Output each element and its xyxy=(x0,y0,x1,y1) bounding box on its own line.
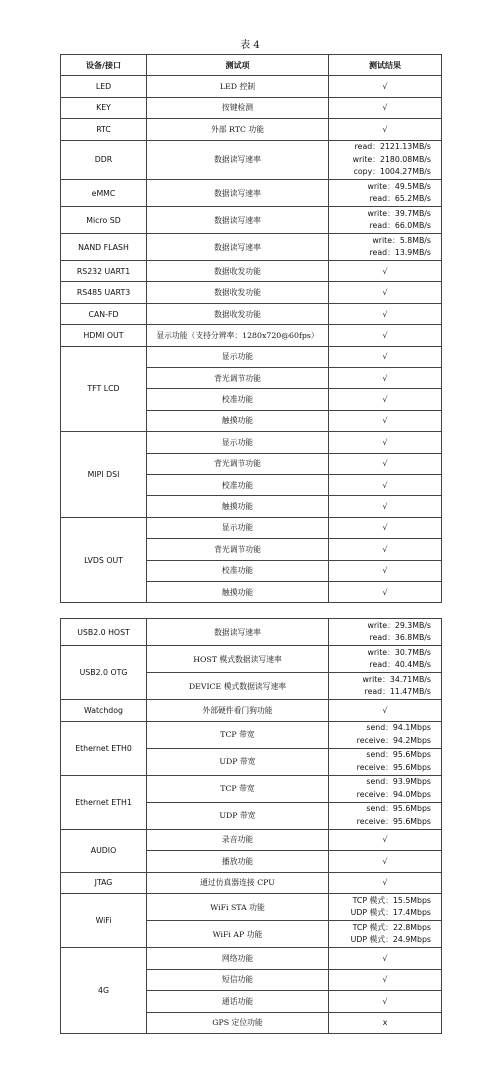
test-item-cell: 触摸功能 xyxy=(147,496,329,517)
result-line: √ xyxy=(382,953,388,963)
test-item-cell: WiFi AP 功能 xyxy=(147,921,329,948)
result-line: √ xyxy=(382,309,388,319)
test-item-cell: 播放功能 xyxy=(147,851,329,873)
result-line: receive：95.6Mbps xyxy=(356,762,431,772)
test-item-cell: 数据读写速率 xyxy=(147,619,329,646)
device-cell: JTAG xyxy=(61,872,147,894)
result-line: √ xyxy=(382,416,388,426)
device-cell: RTC xyxy=(61,119,147,140)
test-item-cell: 数据收发功能 xyxy=(147,261,329,282)
test-item-cell: 校准功能 xyxy=(147,560,329,581)
result-line: write：2180.08MB/s xyxy=(352,154,431,164)
test-item-cell: 显示功能 xyxy=(147,432,329,453)
table-row xyxy=(61,346,442,367)
test-results-table-2 xyxy=(60,618,442,1034)
table-caption: 表 4 xyxy=(240,40,260,51)
test-item-cell: TCP 带宽 xyxy=(147,721,329,748)
table-row xyxy=(61,872,442,894)
result-line: receive：95.6Mbps xyxy=(356,816,431,826)
result-line: read：13.9MB/s xyxy=(369,248,431,258)
test-item-cell: 数据读写速率 xyxy=(147,207,329,234)
test-result-cell xyxy=(329,948,442,970)
test-item-cell: 通话功能 xyxy=(147,991,329,1013)
test-result-cell xyxy=(329,700,442,722)
device-cell: Micro SD xyxy=(61,207,147,234)
device-cell: WiFi xyxy=(61,894,147,948)
result-line: √ xyxy=(382,856,388,866)
test-result-cell xyxy=(329,76,442,97)
result-line: √ xyxy=(382,878,388,888)
test-item-cell: WiFi STA 功能 xyxy=(147,894,329,921)
result-line: send：94.1Mbps xyxy=(366,723,431,732)
test-result-cell xyxy=(329,619,442,646)
test-item-cell: 按键检测 xyxy=(147,97,329,118)
test-item-cell: 背光调节功能 xyxy=(147,368,329,389)
result-line: read：11.47MB/s xyxy=(364,687,431,696)
device-cell: 4G xyxy=(61,948,147,1034)
result-line: write：30.7MB/s xyxy=(367,647,431,657)
test-item-cell: UDP 带宽 xyxy=(147,748,329,775)
test-result-cell xyxy=(329,346,442,367)
result-line: send：93.9Mbps xyxy=(366,777,431,786)
table-row xyxy=(61,261,442,282)
test-item-cell: 触摸功能 xyxy=(147,410,329,431)
result-line: √ xyxy=(382,705,388,715)
test-item-cell: 背光调节功能 xyxy=(147,453,329,474)
table-row xyxy=(61,646,442,673)
test-result-cell xyxy=(329,474,442,495)
result-line: √ xyxy=(382,996,388,1006)
test-result-cell xyxy=(329,140,442,180)
test-result-cell xyxy=(329,991,442,1013)
table-row xyxy=(61,432,442,453)
device-cell: eMMC xyxy=(61,180,147,207)
result-line: √ xyxy=(382,480,388,490)
test-result-cell xyxy=(329,282,442,303)
result-line: √ xyxy=(382,352,388,362)
table-row xyxy=(61,207,442,234)
table-row xyxy=(61,234,442,261)
test-result-cell xyxy=(329,673,442,700)
result-line: √ xyxy=(382,288,388,298)
result-line: TCP 模式：15.5Mbps xyxy=(352,895,431,905)
result-line: receive：94.2Mbps xyxy=(356,735,431,745)
test-result-cell xyxy=(329,969,442,991)
result-line: √ xyxy=(382,544,388,554)
result-line: √ xyxy=(382,587,388,597)
result-line: send：95.6Mbps xyxy=(366,750,431,759)
result-line: √ xyxy=(382,124,388,134)
result-line: write：29.3MB/s xyxy=(367,620,431,630)
result-line: √ xyxy=(382,975,388,985)
header-test-item: 测试项 xyxy=(147,55,329,76)
device-cell: Ethernet ETH1 xyxy=(61,775,147,829)
result-line: read：40.4MB/s xyxy=(369,660,431,669)
table-row xyxy=(61,282,442,303)
test-result-cell xyxy=(329,560,442,581)
result-line: read：66.0MB/s xyxy=(369,221,431,231)
result-line: x xyxy=(382,1018,388,1028)
table-row xyxy=(61,97,442,118)
device-cell: Watchdog xyxy=(61,700,147,722)
test-item-cell: DEVICE 模式数据读写速率 xyxy=(147,673,329,700)
test-item-cell: 数据读写速率 xyxy=(147,180,329,207)
table-row xyxy=(61,721,442,748)
device-cell: Ethernet ETH0 xyxy=(61,721,147,775)
device-cell: TFT LCD xyxy=(61,346,147,432)
test-result-cell xyxy=(329,1012,442,1034)
test-result-cell xyxy=(329,180,442,207)
test-item-cell: 外部 RTC 功能 xyxy=(147,119,329,140)
device-cell: RS485 UART3 xyxy=(61,282,147,303)
test-result-cell xyxy=(329,646,442,673)
table-row xyxy=(61,700,442,722)
test-result-cell xyxy=(329,261,442,282)
test-item-cell: 显示功能 xyxy=(147,517,329,538)
result-line: read：36.8MB/s xyxy=(369,633,431,642)
table-header-row xyxy=(61,55,442,76)
test-item-cell: 显示功能（支持分辨率：1280x720@60fps） xyxy=(147,325,329,346)
device-cell: RS232 UART1 xyxy=(61,261,147,282)
table-row xyxy=(61,775,442,802)
device-cell: DDR xyxy=(61,140,147,180)
device-cell: LVDS OUT xyxy=(61,517,147,603)
result-line: read：65.2MB/s xyxy=(369,194,431,204)
test-result-cell xyxy=(329,921,442,948)
table-row xyxy=(61,76,442,97)
header-test-result: 测试结果 xyxy=(329,55,442,76)
test-item-cell: TCP 带宽 xyxy=(147,775,329,802)
result-line: √ xyxy=(382,502,388,512)
device-cell: MIPI DSI xyxy=(61,432,147,518)
result-line: read：2121.13MB/s xyxy=(354,142,431,152)
test-result-cell xyxy=(329,748,442,775)
test-item-cell: 外部硬件看门狗功能 xyxy=(147,700,329,722)
header-device: 设备/接口 xyxy=(61,55,147,76)
table-row xyxy=(61,829,442,851)
test-item-cell: 触摸功能 xyxy=(147,581,329,602)
test-item-cell: UDP 带宽 xyxy=(147,802,329,829)
table-row xyxy=(61,325,442,346)
test-item-cell: 网络功能 xyxy=(147,948,329,970)
test-result-cell xyxy=(329,496,442,517)
test-result-cell xyxy=(329,517,442,538)
test-result-cell xyxy=(329,802,442,829)
test-item-cell: 显示功能 xyxy=(147,346,329,367)
result-line: UDP 模式：17.4Mbps xyxy=(350,908,431,917)
test-result-cell xyxy=(329,721,442,748)
test-results-table-1 xyxy=(60,54,442,603)
table-row xyxy=(61,948,442,970)
test-result-cell xyxy=(329,207,442,234)
result-line: √ xyxy=(382,82,388,92)
device-cell: HDMI OUT xyxy=(61,325,147,346)
test-item-cell: 通过仿真器连接 CPU xyxy=(147,872,329,894)
test-result-cell xyxy=(329,119,442,140)
result-line: write：34.71MB/s xyxy=(362,674,431,684)
result-line: UDP 模式：24.9Mbps xyxy=(350,935,431,944)
device-cell: USB2.0 HOST xyxy=(61,619,147,646)
result-line: send：95.6Mbps xyxy=(366,804,431,813)
device-cell: USB2.0 OTG xyxy=(61,646,147,700)
result-line: √ xyxy=(382,459,388,469)
result-line: √ xyxy=(382,395,388,405)
test-result-cell xyxy=(329,851,442,873)
test-item-cell: 录音功能 xyxy=(147,829,329,851)
result-line: receive：94.0Mbps xyxy=(356,789,431,799)
result-line: √ xyxy=(382,373,388,383)
test-item-cell: 数据收发功能 xyxy=(147,303,329,324)
test-result-cell xyxy=(329,894,442,921)
test-item-cell: 校准功能 xyxy=(147,389,329,410)
test-item-cell: 短信功能 xyxy=(147,969,329,991)
test-item-cell: HOST 模式数据读写速率 xyxy=(147,646,329,673)
result-line: √ xyxy=(382,835,388,845)
result-line: √ xyxy=(382,523,388,533)
result-line: write：49.5MB/s xyxy=(367,181,431,191)
test-item-cell: 数据收发功能 xyxy=(147,282,329,303)
device-cell: KEY xyxy=(61,97,147,118)
test-item-cell: 校准功能 xyxy=(147,474,329,495)
test-result-cell xyxy=(329,829,442,851)
result-line: √ xyxy=(382,437,388,447)
table-row xyxy=(61,303,442,324)
table-row xyxy=(61,180,442,207)
table-row xyxy=(61,119,442,140)
test-result-cell xyxy=(329,303,442,324)
test-result-cell xyxy=(329,453,442,474)
table-row xyxy=(61,619,442,646)
result-line: write：39.7MB/s xyxy=(367,208,431,218)
result-line: √ xyxy=(382,330,388,340)
test-result-cell xyxy=(329,325,442,346)
test-result-cell xyxy=(329,97,442,118)
result-line: write：5.8MB/s xyxy=(372,235,431,245)
device-cell: NAND FLASH xyxy=(61,234,147,261)
test-result-cell xyxy=(329,368,442,389)
test-result-cell xyxy=(329,389,442,410)
table-row xyxy=(61,140,442,180)
result-line: √ xyxy=(382,266,388,276)
device-cell: AUDIO xyxy=(61,829,147,872)
test-item-cell: 数据读写速率 xyxy=(147,234,329,261)
test-result-cell xyxy=(329,539,442,560)
device-cell: LED xyxy=(61,76,147,97)
result-line: √ xyxy=(382,566,388,576)
test-result-cell xyxy=(329,432,442,453)
table-row xyxy=(61,894,442,921)
result-line: √ xyxy=(382,103,388,113)
test-result-cell xyxy=(329,410,442,431)
test-result-cell xyxy=(329,872,442,894)
test-item-cell: GPS 定位功能 xyxy=(147,1012,329,1034)
test-item-cell: 背光调节功能 xyxy=(147,539,329,560)
test-item-cell: 数据读写速率 xyxy=(147,140,329,180)
test-result-cell xyxy=(329,234,442,261)
test-result-cell xyxy=(329,775,442,802)
result-line: copy：1004.27MB/s xyxy=(353,167,431,177)
device-cell: CAN-FD xyxy=(61,303,147,324)
result-line: TCP 模式：22.8Mbps xyxy=(352,922,431,932)
table-row xyxy=(61,517,442,538)
test-item-cell: LED 控制 xyxy=(147,76,329,97)
test-result-cell xyxy=(329,581,442,602)
